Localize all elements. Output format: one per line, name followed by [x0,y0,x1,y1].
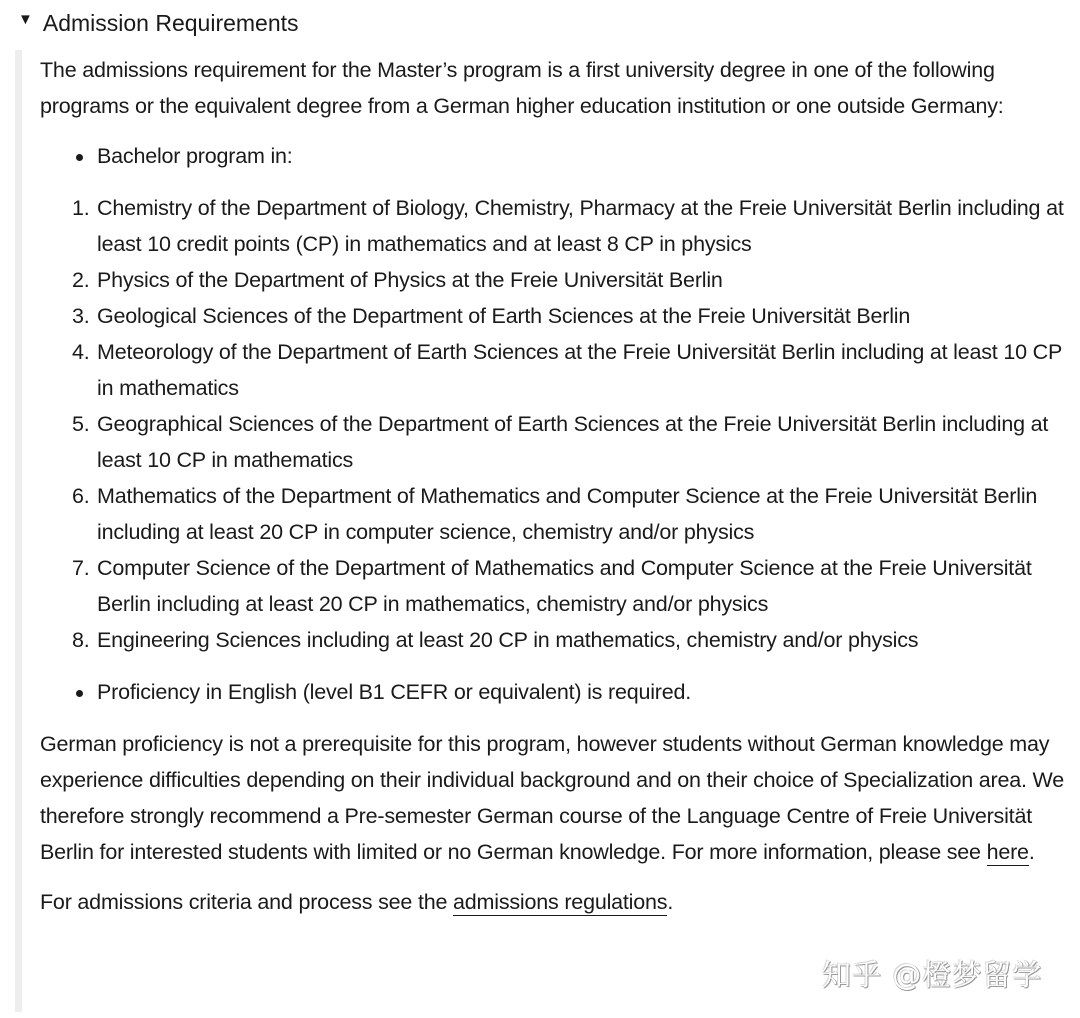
watermark: 知乎 @橙梦留学 [822,958,1043,992]
program-item: 5. Geographical Sciences of the Department of Earth Sciences at the Freie Universität Berlin including at least 10 CP in mathematics [72,412,1049,472]
triangle-down-icon: ▼ [18,11,33,28]
bullet-english: Proficiency in English (level B1 CEFR or equivalent) is required. [40,674,1070,710]
admissions-regulations-link[interactable]: admissions regulations [453,890,668,914]
intro-paragraph: The admissions requirement for the Master’s program is a first university degree in one of the following programs or the equivalent degree from a German higher education institution or one outside Germany: [40,58,1004,118]
program-item: 6. Mathematics of the Department of Mathematics and Computer Science at the Freie Universität Berlin including at least 20 CP in computer science, chemistry and/or physics [72,484,1038,544]
bullet-list-bachelor [40,138,1070,174]
bullet-bachelor: Bachelor program in: [40,138,1070,174]
program-item: 2. Physics of the Department of Physics at the Freie Universität Berlin [72,268,723,292]
regulations-paragraph: For admissions criteria and process see the admissions regulations. [40,890,674,914]
program-item: 1. Chemistry of the Department of Biology, Chemistry, Pharmacy at the Freie Universität Berlin including at least 10 credit points (CP) in mathematics and at least 8 CP in physics [72,196,1064,256]
admission-requirements-toggle[interactable] [18,6,299,40]
section-title: Admission Requirements [42,10,299,36]
program-item: 4. Meteorology of the Department of Earth Sciences at the Freie Universität Berlin including at least 10 CP in mathematics [72,340,1062,400]
bullet-list-english [40,674,1070,710]
details-panel [15,50,1080,1012]
program-item: 8. Engineering Sciences including at least 20 CP in mathematics, chemistry and/or physics [72,628,919,652]
program-item: 3. Geological Sciences of the Department of Earth Sciences at the Freie Universität Berlin [72,304,911,328]
german-note-paragraph: German proficiency is not a prerequisite for this program, however students without German knowledge may experience difficulties depending on their individual background and on their choice of Specialization area. We therefore strongly recommend a Pre-semester German course of the Language Centre of Freie Universität Berlin for interested students with limited or no German knowledge. For more information, please see here. [40,732,1065,864]
here-link[interactable]: here [986,840,1029,864]
program-item: 7. Computer Science of the Department of Mathematics and Computer Science at the Freie Universität Berlin including at least 20 CP in mathematics, chemistry and/or physics [72,556,1032,616]
section-content [40,52,1070,920]
program-list [40,190,1070,658]
